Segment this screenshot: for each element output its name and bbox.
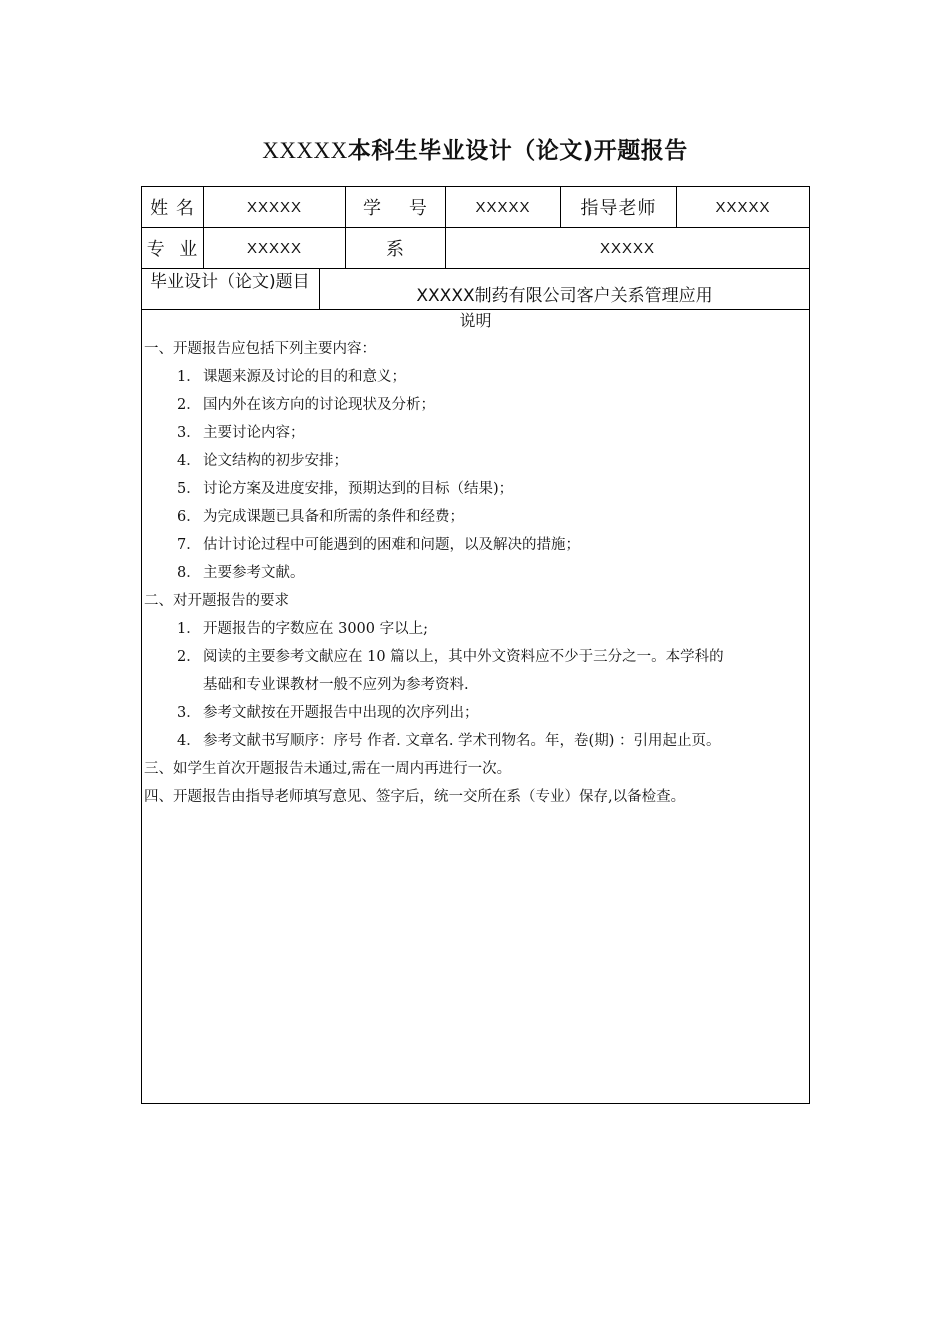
list-item: 2． 阅读的主要参考文献应在 10 篇以上，其中外文资料应不少于三分之一。本学科的: [177, 649, 724, 665]
topic-label: 毕业设计（论文)题目: [142, 269, 320, 309]
advisor-label: 指导老师: [561, 187, 677, 227]
list-item: 7． 估计讨论过程中可能遇到的困难和问题，以及解决的措施；: [177, 537, 580, 553]
section-heading: 三、如学生首次开题报告未通过,需在一周内再进行一次。: [144, 761, 512, 777]
major-field[interactable]: XXXXX: [204, 228, 346, 268]
department-field[interactable]: XXXXX: [599, 239, 656, 257]
instructions-heading: 说明: [459, 311, 492, 330]
list-item: 5． 讨论方案及进度安排，预期达到的目标（结果)；: [177, 481, 514, 497]
title-text: 本科生毕业设计（论文)开题报告: [347, 138, 688, 164]
list-item: 1． 开题报告的字数应在 3000 字以上;: [177, 621, 429, 637]
section-heading: 一、开题报告应包括下列主要内容：: [144, 341, 376, 357]
list-item: 3． 参考文献按在开题报告中出现的次序列出；: [177, 705, 479, 721]
department-label: 系: [346, 228, 446, 268]
list-item: 2． 国内外在该方向的讨论现状及分析；: [177, 397, 435, 413]
advisor-field[interactable]: XXXXX: [715, 198, 771, 216]
document-title: [0, 132, 950, 165]
list-item: 6． 为完成课题已具备和所需的条件和经费；: [177, 509, 464, 525]
student-id-field[interactable]: XXXXX: [446, 187, 561, 227]
list-item: 8． 主要参考文献。: [177, 565, 305, 581]
section-heading: 四、开题报告由指导老师填写意见、签字后，统一交所在系（专业）保存,以备检查。: [144, 789, 686, 805]
list-item: 4． 论文结构的初步安排；: [177, 453, 348, 469]
list-item: 4． 参考文献书写顺序：序号 作者. 文章名. 学术刊物名。年，卷(期) ：引用起止页。: [177, 733, 721, 749]
list-item: 3． 主要讨论内容；: [177, 425, 305, 441]
section-heading: 二、对开题报告的要求: [144, 593, 289, 609]
list-item: 1． 课题来源及讨论的目的和意义；: [177, 369, 406, 385]
name-field[interactable]: XXXXX: [204, 187, 346, 227]
instructions-section: [142, 310, 809, 812]
topic-field[interactable]: XXXXX制药有限公司客户关系管理应用: [416, 285, 713, 306]
form-row-student: [142, 187, 809, 228]
form-row-topic: [142, 269, 809, 310]
major-label: 专 业: [142, 228, 204, 268]
title-serial: XXXXX: [262, 138, 348, 163]
report-form: [141, 186, 810, 1104]
student-id-label: 学 号: [346, 187, 446, 227]
name-label: 姓 名: [142, 187, 204, 227]
list-item-continuation: 基础和专业课教材一般不应列为参考资料.: [203, 677, 469, 693]
form-row-major: [142, 228, 809, 269]
